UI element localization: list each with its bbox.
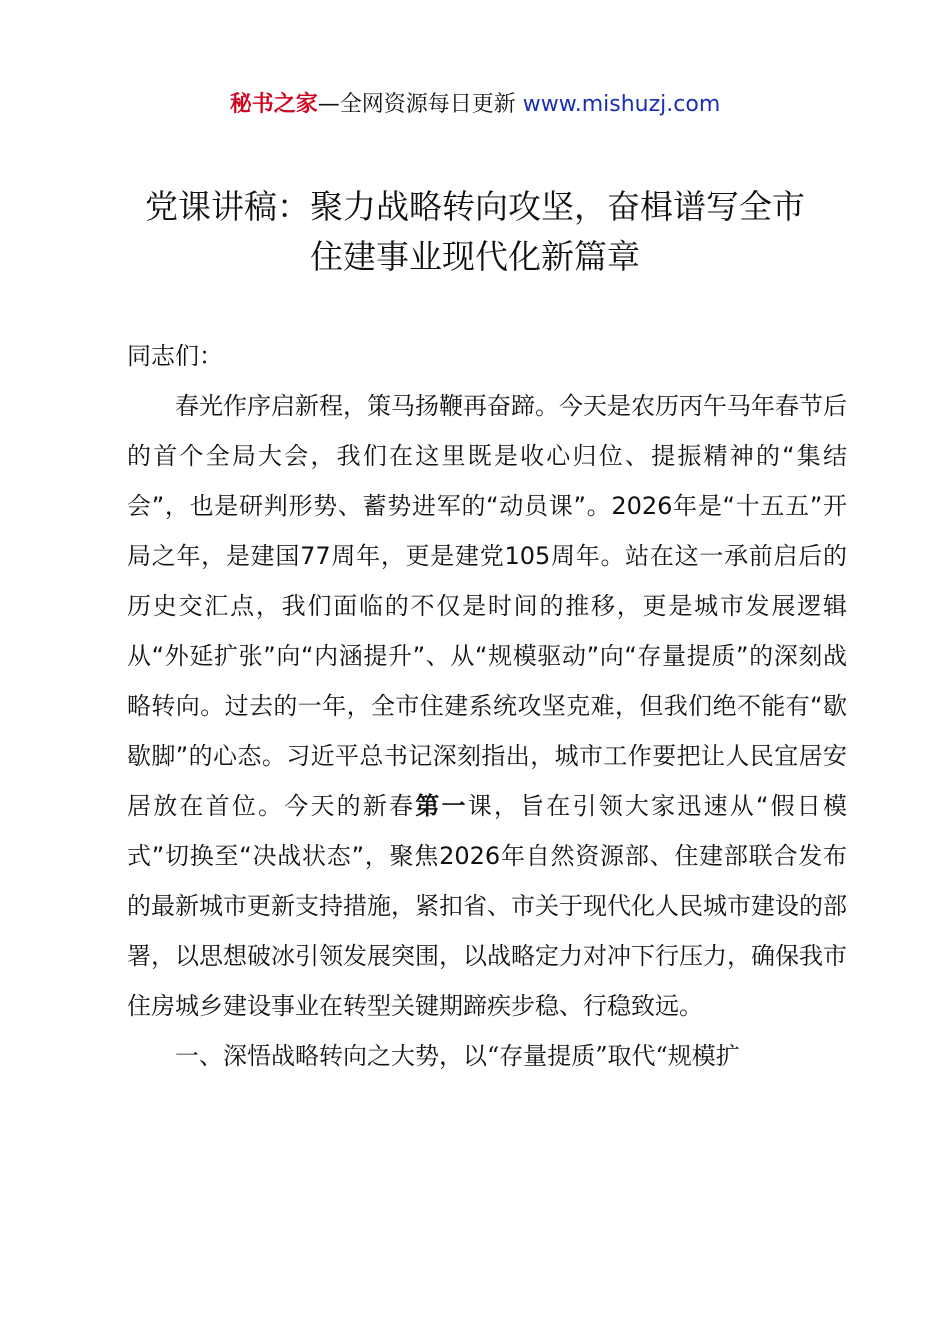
header-slogan: —全网资源每日更新 (317, 92, 516, 117)
paragraph-text-continued: 课，旨在引领大家迅速从“假日模式”切换至“决战状态”，聚焦2026年自然资源部、住建部联合发布的最新城市更新支持措施，紧扣省、市关于现代化人民城市建设的部署，以思想破冰引领发展突围，以战略定力对冲下行压力，确保我市住房城乡建设事业在转型关键期蹄疾步稳、行稳致远。 (127, 792, 848, 1020)
title-line-2: 住建事业现代化新篇章 (310, 237, 640, 276)
paragraph-bold-text: 第一 (415, 792, 468, 820)
site-header (0, 88, 950, 122)
site-url-link[interactable]: www.mishuzj.com (522, 92, 721, 117)
title-line-1: 党课讲稿：聚力战略转向攻坚，奋楫谱写全市 (145, 187, 805, 226)
paragraph-text: 春光作序启新程，策马扬鞭再奋蹄。今天是农历丙午马年春节后的首个全局大会，我们在这里既是收心归位、提振精神的“集结会”，也是研判形势、蓄势进军的“动员课”。2026年是“十五五”开局之年，是建国77周年，更是建党105周年。站在这一承前启后的历史交汇点，我们面临的不仅是时间的推移，更是城市发展逻辑从“外延扩张”向“内涵提升”、从“规模驱动”向“存量提质”的深刻战略转向。过去的一年，全市住建系统攻坚克难，但我们绝不能有“歇歇脚”的心态。习近平总书记深刻指出，城市工作要把让人民宜居安居放在首位。今天的新春 (127, 392, 847, 820)
brand-name: 秘书之家 (229, 92, 318, 117)
document-title (0, 182, 950, 282)
section-heading-1: 一、深悟战略转向之大势，以“存量提质”取代“规模扩 (175, 1042, 740, 1070)
document-body (127, 331, 847, 1081)
body-paragraph-1 (127, 381, 847, 1031)
salutation: 同志们： (127, 342, 223, 370)
